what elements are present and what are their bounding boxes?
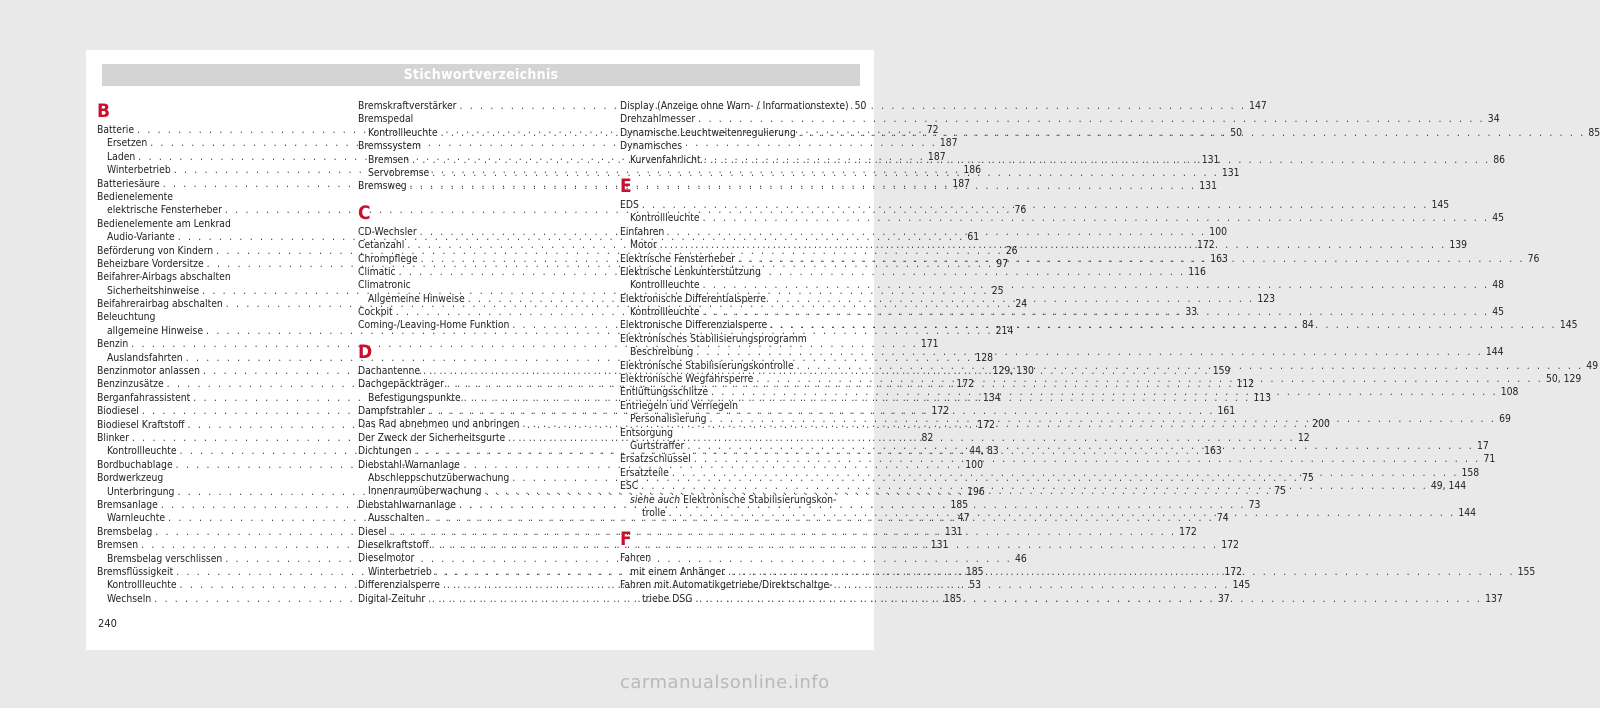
entry-term: Elektronische Wegfahrsperre — [620, 373, 754, 386]
entry-page: 144 — [1485, 346, 1504, 359]
entry-page: 46 — [1014, 552, 1027, 565]
entry-page: 172 — [1179, 525, 1197, 538]
index-heading: Beleuchtung — [97, 311, 156, 324]
index-heading: Elektronische Differentialsperre — [620, 292, 766, 305]
entry-term: Bremsflüssigkeit — [97, 565, 174, 578]
section-letter: D — [358, 340, 373, 363]
entry-term: elektrische Fensterheber — [107, 204, 222, 217]
entry-term: Abschleppschutzüberwachung — [368, 471, 510, 484]
entry-term: Auslandsfahrten — [107, 351, 183, 364]
entry-term: Climatic — [358, 265, 396, 278]
entry-term: Bremskraftverstärker — [358, 100, 457, 112]
entry-page: 145 — [1559, 319, 1578, 332]
entry-term: Drehzahlmesser — [620, 113, 696, 126]
entry-term: Bordbuchablage — [97, 458, 173, 471]
entry-term: Kontrollleuchte — [107, 445, 177, 458]
entry-term: Cockpit — [358, 306, 393, 319]
entry-page: 172 — [1196, 239, 1215, 252]
index-heading: Einfahren — [620, 225, 665, 238]
entry-page: 24 — [1015, 298, 1028, 311]
entry-page: 26 — [1005, 244, 1018, 257]
entry-page: 187 — [952, 177, 971, 190]
see-also-prefix: siehe auch — [630, 493, 681, 506]
entry-term: Cetanzahl — [358, 239, 405, 252]
entry-term: Kontrollleuchte — [368, 126, 438, 139]
leader-dots — [728, 566, 1515, 579]
section-letter: F — [620, 528, 632, 551]
entry-page: 75 — [1274, 485, 1286, 498]
index-heading: Beifahrer-Airbags abschalten — [97, 271, 231, 284]
entry-page: 131 — [930, 539, 949, 552]
index-heading: Dieselmotor — [358, 552, 415, 565]
entry-page: 45 — [1492, 212, 1504, 225]
leader-dots — [687, 440, 1474, 453]
entry-term: Blinker — [97, 431, 129, 444]
entry-term: Display (Anzeige ohne Warn- / Informationstexte) — [620, 100, 849, 112]
entry-page: 97 — [996, 257, 1009, 270]
index-heading: Fahren — [620, 552, 652, 565]
entry-page: 85 — [1588, 126, 1600, 139]
entry-page: 171 — [920, 338, 939, 351]
entry-term: Beifahrerairbag abschalten — [97, 298, 223, 311]
entry-page: 145 — [1431, 198, 1450, 211]
entry-term: Bremsbelag — [97, 525, 153, 538]
entry-term: Unterbringung — [107, 485, 175, 498]
entry-page: 172 — [977, 418, 995, 431]
entry-term: mit einem Anhänger — [630, 565, 726, 578]
entry-page: 131 — [1221, 166, 1240, 179]
entry-page: 134 — [982, 391, 1001, 404]
entry-term: Beheizbare Vordersitze — [97, 257, 204, 270]
entry-page: 145 — [1232, 579, 1251, 592]
leader-dots — [698, 113, 1485, 126]
entry-page: 72 — [926, 124, 939, 136]
entry-page: 44, 83 — [969, 445, 999, 458]
entry-page: 163 — [1204, 445, 1222, 458]
entry-page: 139 — [1449, 239, 1468, 252]
entry-term: Gurtstraffer — [630, 439, 685, 452]
leader-dots — [641, 480, 1428, 493]
entry-term: Dichtungen — [358, 445, 412, 458]
entry-term: Sicherheitshinweise — [107, 284, 200, 297]
entry-page: 76 — [1014, 204, 1027, 217]
entry-term: Entlüftungsschlitze — [620, 386, 709, 399]
entry-term: ESC — [620, 480, 639, 493]
leader-dots — [704, 154, 1491, 167]
entry-term: Batterie — [97, 124, 135, 136]
entry-page: 163 — [1210, 252, 1228, 265]
entry-page: 196 — [967, 485, 985, 498]
entry-term: Dachantenne — [358, 364, 421, 377]
entry-term: Winterbetrieb — [107, 164, 171, 177]
entry-term: EDS — [620, 198, 639, 211]
index-heading: Bremssystem — [358, 140, 421, 153]
entry-page: 172 — [1224, 565, 1243, 578]
entry-page: 86 — [1493, 153, 1506, 166]
entry-page: 200 — [1312, 418, 1330, 431]
entry-page: 108 — [1500, 386, 1519, 399]
index-heading: Elektronisches Stabilisierungsprogramm — [620, 332, 807, 345]
leader-dots — [696, 346, 1483, 359]
entry-page: 100 — [1209, 225, 1227, 238]
entry-term: Ersatzteile — [620, 466, 669, 479]
entry-term: Dynamische Leuchtweitenregulierung — [620, 126, 796, 139]
section-letter: B — [97, 100, 111, 122]
entry-page: 84 — [1302, 319, 1314, 332]
entry-term: Servobremse — [368, 166, 430, 179]
leader-dots — [756, 373, 1543, 386]
entry-page: 17 — [1476, 439, 1489, 452]
entry-page: 116 — [1188, 265, 1206, 278]
index-heading: Entsorgung — [620, 426, 673, 439]
entry-page: 187 — [939, 137, 958, 150]
entry-page: 100 — [965, 458, 983, 471]
entry-term: Elektronische Stabilisierungskontrolle — [620, 359, 794, 372]
leader-dots — [797, 360, 1584, 373]
entry-term: Chrompflege — [358, 252, 418, 265]
entry-term: Dieselkraftstoff — [358, 538, 429, 551]
entry-page: 75 — [1301, 471, 1314, 484]
leader-dots — [703, 279, 1490, 292]
index-heading: Entriegeln und Verriegeln — [620, 399, 738, 412]
entry-page: 159 — [1212, 364, 1231, 377]
entry-page: 33 — [1185, 306, 1198, 319]
entry-term: Kurvenfahrlicht — [630, 153, 701, 166]
entry-term: Warnleuchte — [107, 512, 166, 525]
index-subentry — [620, 212, 1504, 225]
entry-term: Benzinzusätze — [97, 378, 164, 391]
entry-page: 61 — [967, 231, 980, 244]
entry-page: 172 — [931, 405, 950, 418]
entry-term: Innenraumüberwachung — [368, 485, 482, 498]
entry-page: 128 — [975, 351, 993, 364]
see-also-term: Elektronische Stabilisierungskon- — [683, 493, 837, 506]
leader-dots — [709, 413, 1496, 426]
index-heading: Bedienelemente — [97, 190, 173, 203]
entry-page: 112 — [1236, 378, 1255, 391]
entry-page: 137 — [1485, 592, 1503, 605]
entry-page: 73 — [1248, 498, 1261, 511]
entry-page: 74 — [1216, 512, 1229, 525]
entry-term: Ausschalten — [368, 512, 425, 525]
leader-dots — [738, 253, 1525, 266]
leader-dots — [672, 467, 1459, 480]
leader-dots — [468, 293, 1255, 306]
entry-term: Kontrollleuchte — [630, 212, 700, 225]
entry-page: 158 — [1461, 466, 1480, 479]
see-also-entry — [620, 494, 848, 507]
entry-term: Befestigungspunkte — [368, 391, 461, 404]
entry-term: Kontrollleuchte — [107, 579, 177, 592]
entry-page: 131 — [1199, 180, 1217, 193]
entry-term: Personalisierung — [630, 413, 707, 426]
leader-dots — [695, 593, 1482, 606]
entry-term: Ersatzschlüssel — [620, 453, 691, 466]
section-letter: C — [358, 201, 371, 224]
entry-page: 186 — [963, 164, 982, 177]
entry-term: Ersetzen — [107, 137, 148, 150]
index-heading: Bremspedal — [358, 113, 414, 126]
entry-term: Laden — [107, 150, 136, 163]
entry-term: Elektronische Differenzialsperre — [620, 319, 768, 332]
entry-term: Audio-Variante — [107, 231, 175, 244]
watermark: carmanualsonline.info — [620, 672, 830, 693]
entry-page: 82 — [921, 431, 934, 444]
leader-dots — [694, 453, 1481, 466]
entry-page: 131 — [1201, 153, 1220, 166]
entry-term: Kontrollleuchte — [630, 306, 700, 319]
entry-page: 49, 144 — [1430, 480, 1467, 493]
entry-page: 37 — [1217, 592, 1230, 605]
entry-term: Benzinmotor anlassen — [97, 365, 200, 378]
leader-dots — [711, 386, 1498, 399]
entry-page: 25 — [991, 284, 1004, 297]
entry-term: Allgemeine Hinweise — [368, 292, 465, 305]
entry-page: 129, 130 — [992, 365, 1034, 378]
entry-page: 187 — [927, 150, 946, 163]
entry-page: 49 — [1586, 359, 1599, 372]
leader-dots — [669, 507, 1456, 520]
entry-page: 113 — [1253, 391, 1272, 404]
entry-term: Dampfstrahler — [358, 405, 425, 418]
entry-page: 172 — [956, 378, 974, 391]
entry-page: 50 — [1230, 126, 1242, 139]
entry-term: Elektrische Fensterheber — [620, 252, 736, 265]
entry-term: trolle — [642, 506, 666, 519]
entry-page: 123 — [1257, 292, 1275, 305]
entry-term: Bremsanlage — [97, 498, 158, 511]
entry-page: 185 — [965, 565, 984, 578]
entry-term: Biodiesel — [97, 405, 139, 418]
entry-page: 34 — [1487, 113, 1500, 126]
entry-page: 155 — [1517, 565, 1536, 578]
index-entry — [620, 113, 1500, 126]
entry-term: Benzin — [97, 338, 129, 351]
entry-term: Der Zweck der Sicherheitsgurte — [358, 431, 506, 444]
entry-term: triebe DSG — [642, 592, 693, 605]
entry-page: 50 — [854, 100, 867, 112]
leader-dots — [660, 239, 1447, 252]
entry-term: Wechseln — [107, 592, 152, 605]
entry-term: allgemeine Hinweise — [107, 324, 204, 337]
entry-page: 47 — [957, 512, 970, 525]
entry-term: Beförderung von Kindern — [97, 244, 214, 257]
entry-term: Motor — [630, 239, 657, 252]
leader-dots — [770, 319, 1557, 332]
entry-page: 131 — [944, 525, 963, 538]
entry-term: Digital-Zeituhr — [358, 592, 426, 605]
leader-dots — [799, 127, 1586, 140]
index-heading: Climatronic — [358, 279, 411, 292]
entry-page: 147 — [1249, 100, 1267, 112]
entry-term: Kontrollleuchte — [630, 279, 700, 292]
entry-term: Bremsen — [97, 539, 139, 552]
leader-dots — [225, 553, 1012, 566]
entry-term: Differenzialsperre — [358, 579, 440, 592]
leader-dots — [703, 306, 1490, 319]
leader-dots — [642, 199, 1429, 212]
entry-page: 214 — [995, 324, 1014, 337]
entry-page: 185 — [950, 498, 969, 511]
entry-page: 45 — [1492, 306, 1504, 319]
entry-page: 71 — [1483, 453, 1496, 466]
index-heading: Bedienelemente am Lenkrad — [97, 217, 231, 230]
entry-term: Biodiesel Kraftstoff — [97, 418, 185, 431]
entry-page: 69 — [1499, 413, 1511, 426]
entry-term: Dachgepäckträger — [358, 378, 444, 391]
leader-dots — [703, 212, 1490, 225]
entry-page: 76 — [1527, 252, 1540, 265]
entry-term: Bremsbelag verschlissen — [107, 552, 223, 565]
entry-term: Diebstahlwarnanlage — [358, 498, 457, 511]
entry-page: 50, 129 — [1545, 373, 1582, 386]
entry-term: Beschreibung — [630, 346, 694, 359]
index-heading: Diebstahl-Warnanlage — [358, 458, 460, 471]
entry-page: 12 — [1297, 431, 1310, 444]
index-heading: Bordwerkzeug — [97, 472, 164, 485]
index-heading: Fahren mit Automatikgetriebe/Direktschaltge- — [620, 579, 833, 592]
section-letter: E — [620, 174, 632, 197]
leader-dots — [459, 100, 1246, 113]
entry-term: Berganfahrassistent — [97, 391, 191, 404]
entry-term: Bremsweg — [358, 180, 407, 193]
entry-page: 172 — [1221, 538, 1239, 551]
page-number: 240 — [98, 617, 117, 630]
entry-term: Coming-/Leaving-Home Funktion — [358, 319, 510, 332]
entry-page: 48 — [1492, 279, 1504, 292]
entry-page: 185 — [943, 592, 962, 605]
entry-page: 144 — [1458, 506, 1477, 519]
entry-term: Das Rad abnehmen und anbringen — [358, 418, 520, 431]
index-entry — [620, 100, 867, 113]
index-heading: Elektrische Lenkunterstützung — [620, 265, 761, 278]
entry-page: 53 — [969, 579, 981, 592]
entry-term: Winterbetrieb — [368, 565, 432, 578]
entry-page: 161 — [1217, 405, 1236, 418]
page-title: Stichwortverzeichnis — [403, 67, 559, 83]
entry-term: Batteriesäure — [97, 177, 160, 190]
entry-term: CD-Wechsler — [358, 225, 417, 238]
entry-term: Bremsen — [368, 153, 410, 166]
index-heading: Dynamisches — [620, 140, 683, 153]
entry-term: Diesel — [358, 525, 387, 538]
